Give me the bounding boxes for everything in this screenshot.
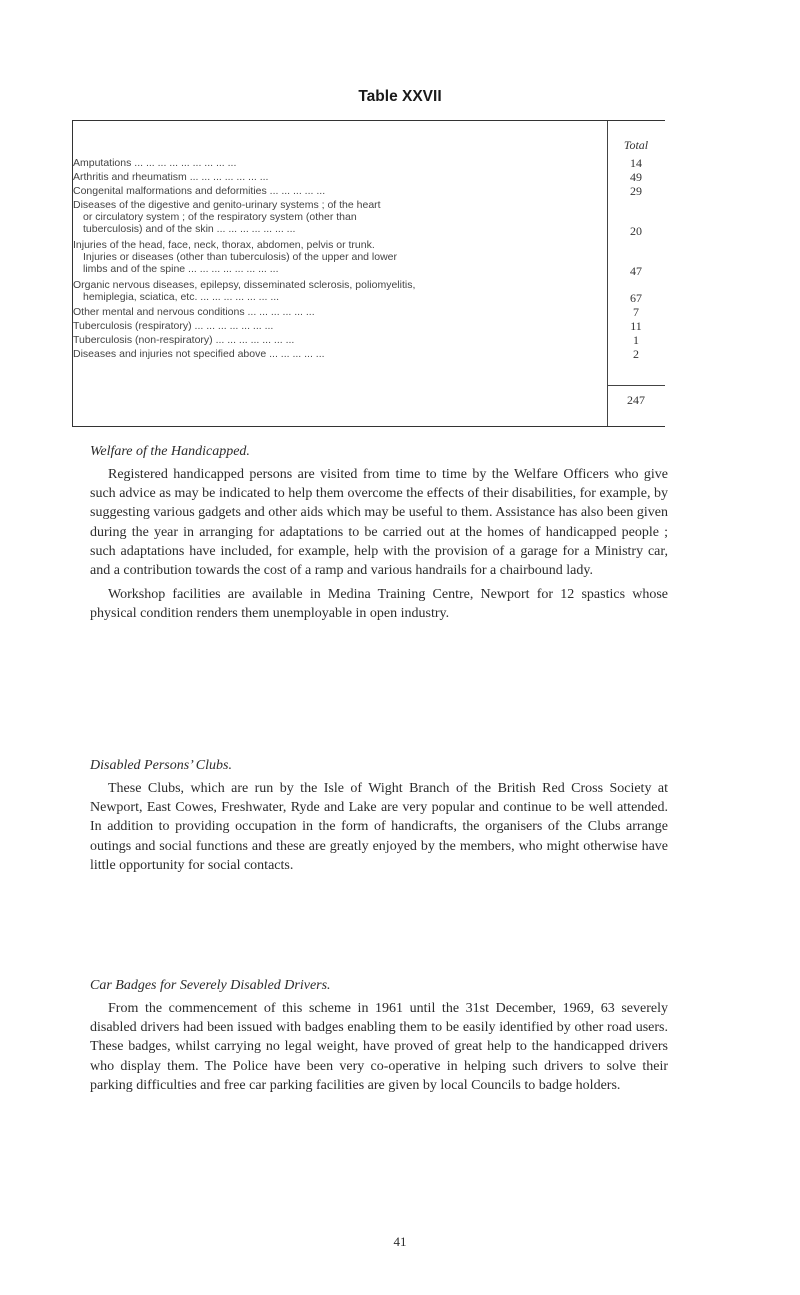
row-value: 20 bbox=[630, 224, 642, 238]
paragraph: Workshop facilities are available in Medina Training Centre, Newport for 12 spastics whose physical condition renders them unemployable in open industry. bbox=[90, 587, 668, 622]
row-label-continued: or circulatory system ; of the respiratory system (other than bbox=[83, 211, 357, 223]
row-label: Tuberculosis (non-respiratory) ... ... ... ... ... ... ... bbox=[73, 334, 295, 346]
row-value: 47 bbox=[630, 264, 642, 278]
section-heading: Car Badges for Severely Disabled Drivers. bbox=[90, 978, 331, 993]
section-car-badges bbox=[90, 978, 668, 1095]
page-number: 41 bbox=[393, 1234, 407, 1249]
row-label-continued: limbs and of the spine ... ... ... ... ... ... ... ... bbox=[83, 263, 279, 275]
row-value: 14 bbox=[630, 156, 642, 170]
disability-table bbox=[72, 120, 665, 427]
row-value: 67 bbox=[630, 291, 642, 305]
column-header-total: Total bbox=[623, 138, 649, 152]
row-label-continued: hemiplegia, sciatica, etc. ... ... ... ... ... ... ... bbox=[83, 291, 280, 303]
row-label: Diseases of the digestive and genito-urinary systems ; of the heart bbox=[73, 199, 381, 211]
row-label: Amputations ... ... ... ... ... ... ... ... ... bbox=[73, 157, 237, 169]
row-label: Other mental and nervous conditions ... ... ... ... ... ... bbox=[73, 306, 315, 318]
section-clubs bbox=[90, 758, 668, 875]
row-value: 1 bbox=[633, 333, 639, 347]
row-label: Organic nervous diseases, epilepsy, disseminated sclerosis, poliomyelitis, bbox=[73, 279, 416, 291]
row-value: 49 bbox=[630, 170, 642, 184]
total-rule bbox=[607, 385, 665, 386]
row-label-continued: Injuries or diseases (other than tuberculosis) of the upper and lower bbox=[83, 251, 398, 263]
row-label-continued: tuberculosis) and of the skin ... ... ... ... ... ... ... bbox=[83, 223, 296, 235]
total-value: 247 bbox=[627, 393, 645, 407]
row-label: Diseases and injuries not specified above ... ... ... ... ... bbox=[73, 348, 325, 360]
section-heading: Disabled Persons’ Clubs. bbox=[90, 758, 232, 773]
page-title: Table XXVII bbox=[358, 88, 442, 105]
row-label: Injuries of the head, face, neck, thorax, abdomen, pelvis or trunk. bbox=[73, 239, 375, 251]
row-value: 2 bbox=[633, 347, 639, 361]
row-value: 7 bbox=[633, 305, 639, 319]
paragraph: These Clubs, which are run by the Isle of Wight Branch of the British Red Cross Society at Newport, East Cowes, Freshwater, Ryde and Lake are very popular and continue to be well attended. In addition to providing occupation in the form of handicrafts, the organisers of the Clubs arrange outings and social functions and these are greatly enjoyed by the members, who might otherwise have little opportunity for social contacts. bbox=[90, 781, 668, 873]
paragraph: Registered handicapped persons are visited from time to time by the Welfare Officers who give such advice as may be indicated to help them overcome the effects of their disabilities, for example, by suggesting various gadgets and other aids which may be useful to them. Assistance has also been given during the year in arranging for adaptations to be carried out at the homes of handicapped people ; such adaptations have included, for example, help with the provision of a garage for a Ministry car, and a contribution towards the cost of a ramp and various handrails for a chairbound lady. bbox=[90, 467, 668, 579]
row-label: Arthritis and rheumatism ... ... ... ... ... ... ... bbox=[73, 171, 269, 183]
row-value: 29 bbox=[630, 184, 642, 198]
paragraph: From the commencement of this scheme in 1961 until the 31st December, 1969, 63 severely disabled drivers had been issued with badges enabling them to be easily identified by other road users. These badges, whilst carrying no legal weight, have proved of great help to the handicapped drivers who display them. The Police have been very co-operative in helping such drivers to solve their parking difficulties and free car parking facilities are given by local Councils to badge holders. bbox=[90, 1001, 668, 1093]
row-value: 11 bbox=[630, 319, 642, 333]
row-label: Congenital malformations and deformities ... ... ... ... ... bbox=[73, 185, 326, 197]
section-welfare bbox=[90, 444, 668, 624]
section-heading: Welfare of the Handicapped. bbox=[90, 444, 250, 459]
row-label: Tuberculosis (respiratory) ... ... ... ... ... ... ... bbox=[73, 320, 274, 332]
